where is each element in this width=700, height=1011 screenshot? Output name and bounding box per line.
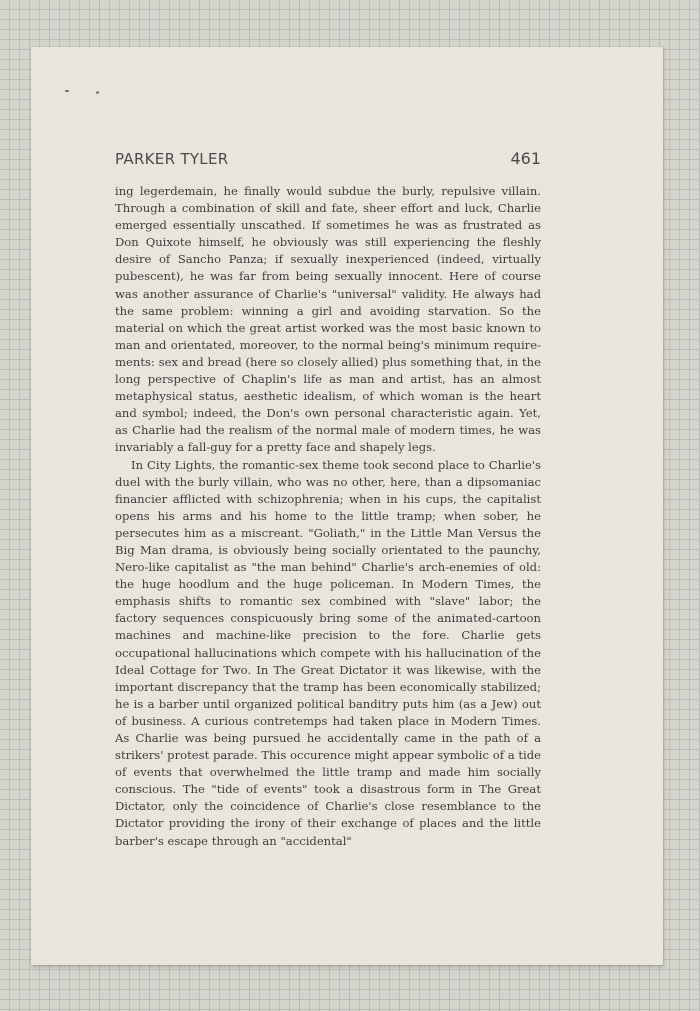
- running-header: [115, 150, 541, 174]
- page-number: 461: [510, 149, 541, 168]
- paper-speck: [96, 91, 99, 94]
- paragraph: In City Lights, the romantic-sex theme took second place to Charlie's duel with the burly villain, who was no other, here, than a dipsomaniac financier afflicted with schizophrenia; when in his cups, the capitalist opens his arms and his home to the little tramp; when sober, he persecutes him as a miscreant. "Goliath," in the Little Man Versus the Big Man drama, is obviously being socially orientated to the paunchy, Nero-like capitalist as "the man behind" Charlie's arch-enemies of old: the huge hoodlum and the huge policeman. In Modern Times, the emphasis shifts to romantic sex combined with "slave" labor; the factory sequences conspicuously bring some of the animated-cartoon machines and machine-like precision to the fore. Charlie gets occupational hallucinations which compete with his hallucination of the Ideal Cottage for Two. In The Great Dictator it was likewise, with the important discrepancy that the tramp has been economically stabilized; he is a barber until organized political banditry puts him (as a Jew) out of business. A curious contretemps had taken place in Modern Times. As Charlie was being pursued he accidentally came in the path of a strikers' protest parade. This occurence might appear symbolic of a tide of events that overwhelmed the little tramp and made him socially conscious. The "tide of events" took a disastrous form in The Great Dictator, only the coincidence of Charlie's close resemblance to the Dictator providing the irony of their exchange of places and the little barber's escape through an "accidental": [115, 457, 541, 848]
- paragraph: ing legerdemain, he finally would subdue the burly, repulsive villain. Through a combination of skill and fate, sheer effort and luck, Charlie emerged essentially unscathed. If sometimes he was as frustrated as Don Quixote himself, he obviously was still experiencing the fleshly desire of Sancho Panza; if sexually inexperienced (indeed, virtually pubescent), he was far from being sexually innocent. Here of course was another assurance of Charlie's "universal" validity. He always had the same problem: winning a girl and avoiding starvation. So the material on which the great artist worked was the most basic known to man and orientated, moreover, to the normal being's minimum requirements: sex and bread (here so closely allied) plus something that, in the long perspective of Chaplin's life as man and artist, has an almost metaphysical status, aesthetic idealism, of which woman is the heart and symbol; indeed, the Don's own personal characteristic again. Yet, as Charlie had the realism of the normal male of modern times, he was invariably a fall-guy for a pretty face and shapely legs.: [115, 184, 541, 455]
- running-head-author: PARKER TYLER: [115, 150, 229, 168]
- body-text: [115, 183, 541, 850]
- paper-speck: [65, 90, 69, 92]
